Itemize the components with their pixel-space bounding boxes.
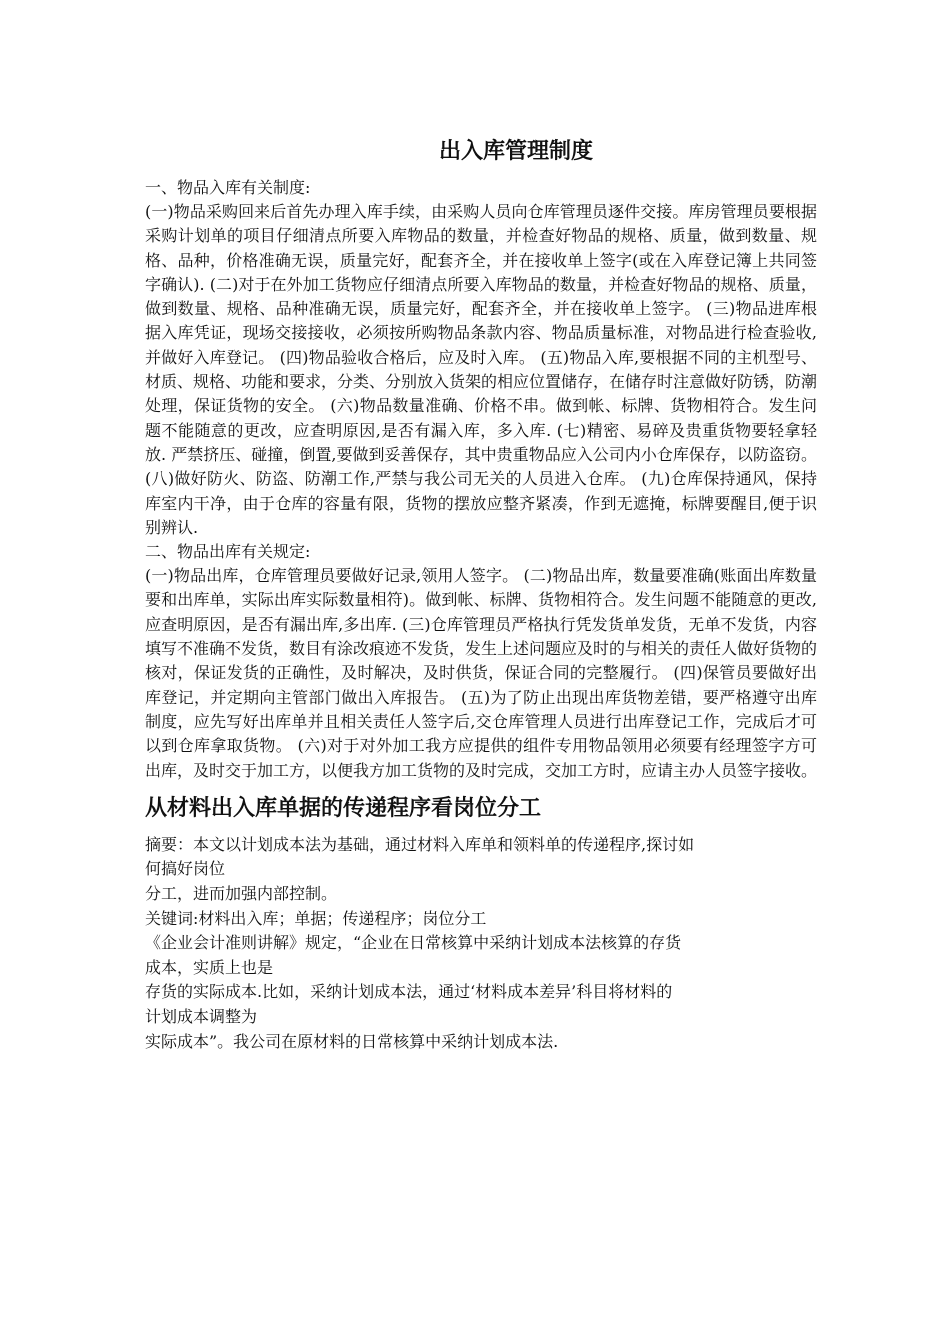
quote-line-4: 计划成本调整为 — [145, 1006, 258, 1026]
section-heading-outbound: 二、物品出库有关规定: — [145, 542, 311, 562]
quote-line-5: 实际成本”。我公司在原材料的日常核算中采纳计划成本法. — [145, 1031, 559, 1051]
quote-line-3: 存货的实际成本.比如，采纳计划成本法，通过‘材料成本差异’科目将材料的 — [145, 982, 673, 1002]
quote-line-2: 成本，实质上也是 — [145, 957, 274, 977]
abstract-line-3: 分工，进而加强内部控制。 — [145, 884, 338, 904]
quote-line-1: 《企业会计准则讲解》规定，“企业在日常核算中采纳计划成本法核算的存货 — [145, 933, 682, 953]
abstract-line-2: 何搞好岗位 — [145, 859, 226, 879]
document-title: 出入库管理制度 — [438, 139, 593, 164]
abstract-line-1: 摘要：本文以计划成本法为基础，通过材料入库单和领料单的传递程序,探讨如 — [145, 834, 695, 854]
keywords-line: 关键词:材料出入库；单据；传递程序；岗位分工 — [145, 908, 487, 928]
section-body-inbound: (一)物品采购回来后首先办理入库手续，由采购人员向仓库管理员逐件交接。库房管理员要根据采购计划单的项目仔细清点所要入库物品的数量，并检查好物品的规格、质量，做到数量、规格、品种，价格准确无误，质量完好，配套齐全，并在接收单上签字(或在入库登记簿上共同签字确认). (二)对于在外加工货物应仔细清点所要入库物品的数量，并检查好物品的规格、质量，做到数量、规格、品种准确无误，质量完好，配套齐全，并在接收单上签字。 (三)物品进库根据入库凭证，现场交接接收，必须按所购物品条款内容、物品质量标准，对物品进行检查验收,并做好入库登记。 (四)物品验收合格后，应及时入库。 (五)物品入库,要根据不同的主机型号、材质、规格、功能和要求，分类、分别放入货架的相应位置储存，在储存时注意做好防锈，防潮处理，保证货物的安全。 (六)物品数量准确、价格不串。做到帐、标牌、货物相符合。发生问题不能随意的更改，应查明原因,是否有漏入库，多入库. (七)精密、易碎及贵重货物要轻拿轻放. 严禁挤压、碰撞，倒置,要做到妥善保存，其中贵重物品应入公司内小仓库保存，以防盗窃。 (八)做好防火、防盗、防潮工作,严禁与我公司无关的人员进入仓库。 (九)仓库保持通风，保持库室内干净，由于仓库的容量有限，货物的摆放应整齐紧凑，作到无遮掩，标牌要醒目,便于识别辨认. — [145, 202, 818, 537]
document-page — [145, 132, 817, 1054]
section-heading-inbound: 一、物品入库有关制度: — [145, 178, 311, 197]
section-body-outbound: (一)物品出库，仓库管理员要做好记录,领用人签字。 (二)物品出库，数量要准确(账面出库数量要和出库单，实际出库实际数量相符)。做到帐、标牌、货物相符合。发生问题不能随意的更改,应查明原因，是否有漏出库,多出库. (三)仓库管理员严格执行凭发货单发货，无单不发货，内容填写不准确不发货，数目有涂改痕迹不发货，发生上述问题应及时的与相关的责任人做好货物的核对，保证发货的正确性，及时解决，及时供货，保证合同的完整履行。 (四)保管员要做好出库登记，并定期向主管部门做出入库报告。 (五)为了防止出现出库货物差错，要严格遵守出库制度，应先写好出库单并且相关责任人签字后,交仓库管理人员进行出库登记工作，完成后才可以到仓库拿取货物。 (六)对于对外加工我方应提供的组件专用物品领用必须要有经理签字方可出库，及时交于加工方，以便我方加工货物的及时完成，交加工方时，应请主办人员签字接收。 — [145, 566, 818, 780]
article-title: 从材料出入库单据的传递程序看岗位分工 — [145, 795, 542, 821]
